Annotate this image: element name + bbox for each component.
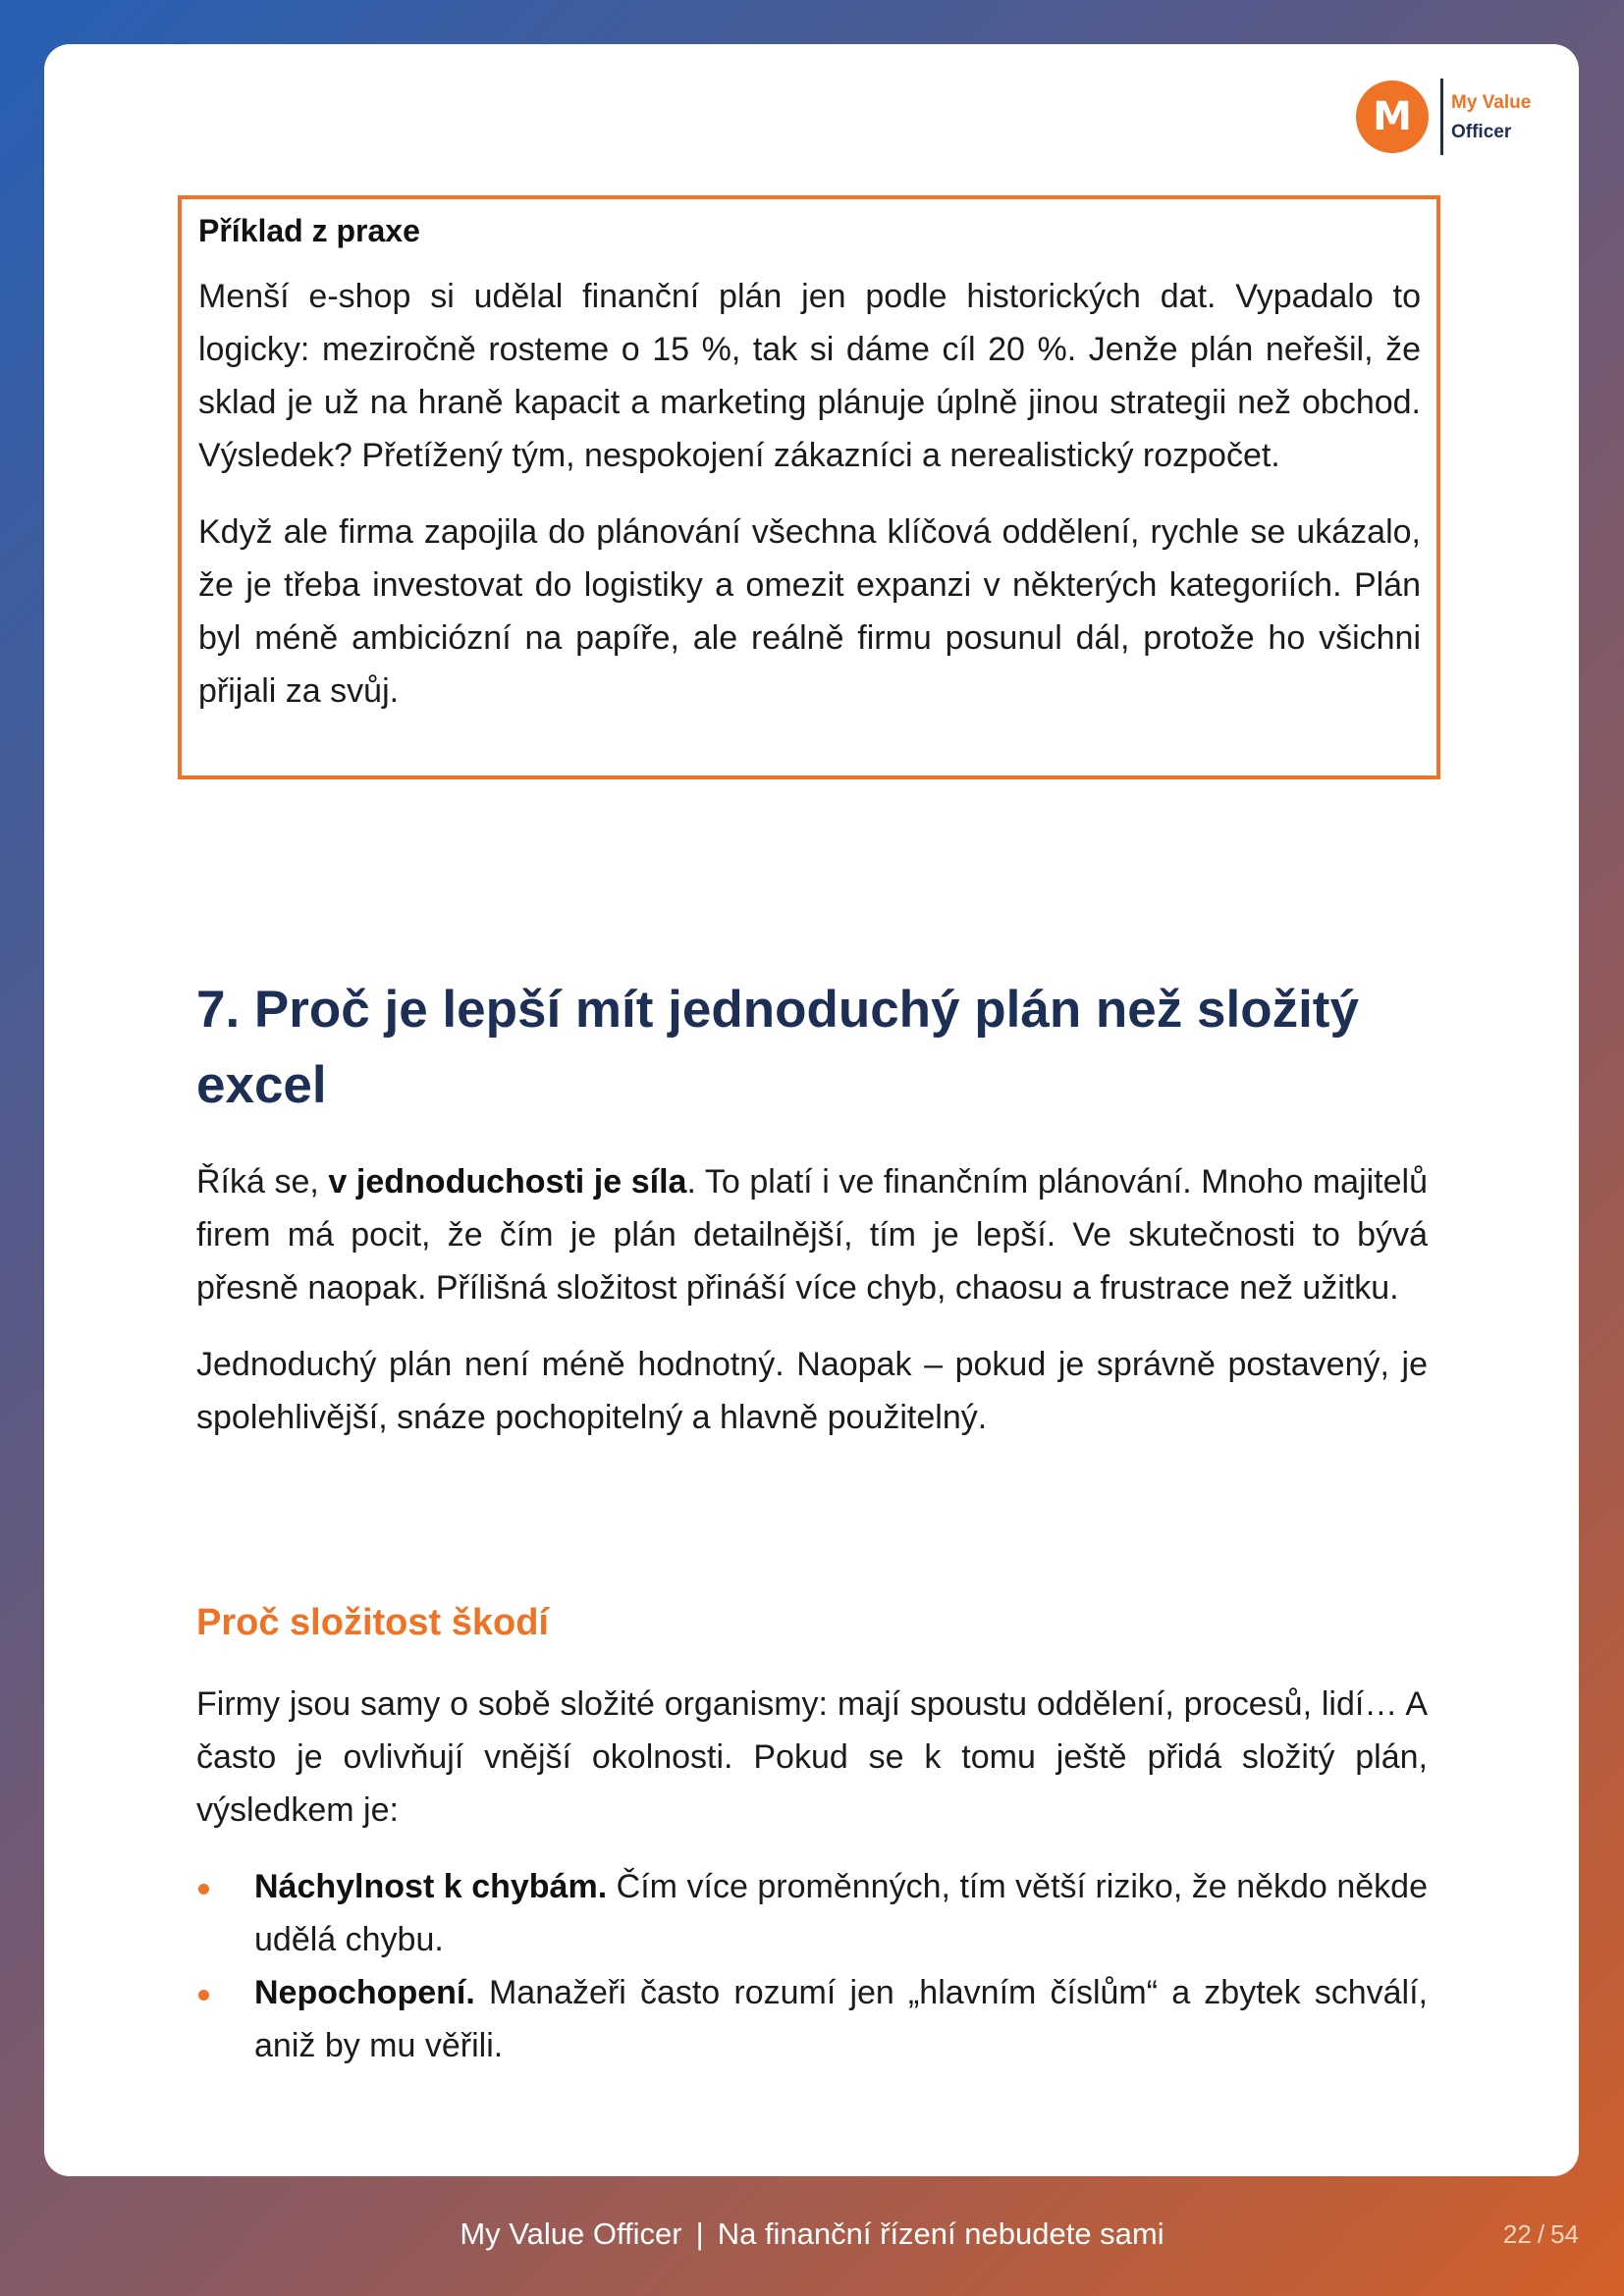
list-item (196, 1966, 1428, 2072)
example-paragraph-1: Menší e-shop si udělal finanční plán jen podle historických dat. Vypadalo to logicky: meziročně rosteme o 15 %, tak si dáme cíl 20 %. Jenže plán neřešil, že sklad je už na hraně kapacit a marketing plánuje úplně jinou strategii než obchod. Výsledek? Přetížený tým, nespokojení zákazníci a nerealistický rozpočet. (198, 278, 1421, 474)
footer-separator: | (695, 2216, 704, 2251)
subsection-intro: Firmy jsou samy o sobě složité organismy: mají spoustu oddělení, procesů, lidí… A často je ovlivňují vnější okolnosti. Pokud se k tomu ještě přidá složitý plán, výsledkem je: (196, 1685, 1428, 1829)
subsection-body (196, 1678, 1428, 2072)
emphasis-text: v jednoduchosti je síla (328, 1163, 687, 1201)
section-paragraph-1 (196, 1155, 1428, 1314)
page-number (1503, 2216, 1579, 2252)
bullet-bold: Nepochopení. (254, 1974, 475, 2011)
footer-tagline: Na finanční řízení nebudete sami (717, 2216, 1164, 2251)
logo-divider (1440, 79, 1443, 155)
list-item (196, 1860, 1428, 1966)
logo-line-1: My Value (1451, 92, 1532, 113)
example-paragraph-2: Když ale firma zapojila do plánování všechna klíčová oddělení, rychle se ukázalo, že je třeba investovat do logistiky a omezit expanzi v některých kategoriích. Plán byl méně ambiciózní na papíře, ale reálně firmu posunul dál, protože ho všichni přijali za svůj. (198, 513, 1421, 710)
bullet-list (196, 1860, 1428, 2072)
footer-company: My Value Officer (460, 2216, 682, 2251)
section-body (196, 1155, 1428, 1444)
bullet-text: Čím více proměnných, tím větší riziko, že někdo někde udělá chybu. (254, 1868, 1428, 1958)
logo-wordmark (1451, 88, 1531, 147)
brand-logo (1356, 77, 1562, 161)
logo-mark-icon: M (1356, 80, 1429, 153)
bullet-bold: Náchylnost k chybám. (254, 1868, 608, 1905)
subsection-heading: Proč složitost škodí (196, 1602, 549, 1643)
page-separator: / (1537, 2219, 1545, 2249)
logo-line-2: Officer (1451, 122, 1512, 142)
example-title: Příklad z praxe (198, 213, 420, 248)
footer (0, 2213, 1624, 2256)
section-paragraph-2: Jednoduchý plán není méně hodnotný. Naopak – pokud je správně postavený, je spolehlivější, snáze pochopitelný a hlavně použitelný. (196, 1346, 1428, 1436)
example-box (178, 195, 1440, 779)
bullet-dot-icon (198, 1884, 209, 1895)
page-current: 22 (1502, 2219, 1532, 2249)
paragraph-text-start: Říká se, (196, 1163, 329, 1201)
section-heading: 7. Proč je lepší mít jednoduchý plán než složitý excel (196, 981, 1359, 1114)
page-total: 54 (1550, 2219, 1579, 2249)
bullet-dot-icon (198, 1990, 209, 2001)
paragraph-text-end: . To platí i ve finančním plánování. Mnoho majitelů firem má pocit, že čím je plán detailnější, tím je lepší. Ve skutečnosti to bývá přesně naopak. Přílišná složitost přináší více chyb, chaosu a frustrace než užitku. (196, 1163, 1428, 1307)
bullet-text: Manažeři často rozumí jen „hlavním číslům“ a zbytek schválí, aniž by mu věřili. (254, 1974, 1428, 2064)
